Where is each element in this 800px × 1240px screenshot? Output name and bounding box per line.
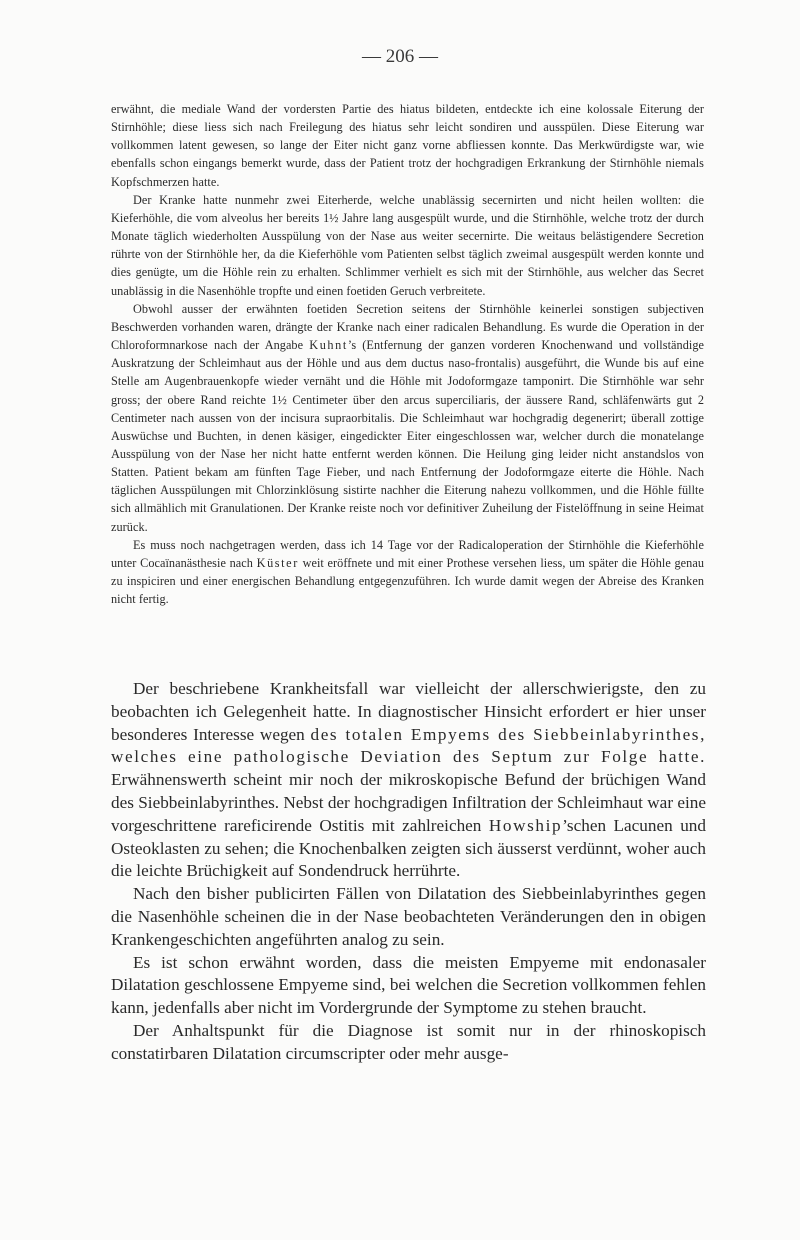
paragraph: Der Anhaltspunkt für die Diagnose ist somit nur in der rhinoskopisch constatirbaren Dilatation circumscripter oder mehr ausge- [111, 1020, 706, 1063]
page-number: — 206 — [362, 46, 438, 67]
text-run: weit eröffnete und mit einer Prothese versehen liess, um später die Höhle genau zu inspiciren und einer energischen Behandlung entgegenzuführen. Ich wurde damit wegen der Abreise des Kranken nicht fertig. [111, 555, 704, 607]
emphasized-text: des totalen Empyems des Siebbeinlabyrinthes, welches eine pathologische Deviation des Septum zur Folge hatte. [111, 724, 706, 767]
author-name: Kuhnt [309, 338, 348, 353]
text-run: Erwähnenswerth scheint mir noch der mikroskopische Befund der brüchigen Wand des Siebbeinlabyrinthes. Nebst der hochgradigen Infiltration der Schleimhaut war eine vorgeschrittene rareficirende Ostitis mit zahlreichen [111, 770, 706, 835]
paragraph [111, 300, 704, 536]
paragraph: erwähnt, die mediale Wand der vordersten Partie des hiatus bildeten, entdeckte ich eine kolossale Eiterung der Stirnhöhle; diese liess sich nach Freilegung des hiatus sehr leicht sondiren und ausspülen. Diese Eiterung war vollkommen latent gewesen, so lange der Eiter nicht ganz vorne abfliessen konnte. Das Merkwürdigste war, wie ebenfalls schon eingangs bemerkt wurde, dass der Patient trotz der hochgradigen Erkrankung der Stirnhöhle niemals Kopfschmerzen hatte. [111, 102, 704, 189]
main-text-section [111, 678, 706, 1066]
paragraph [111, 678, 706, 883]
paragraph: Nach den bisher publicirten Fällen von Dilatation des Siebbeinlabyrinthes gegen die Nasenhöhle scheinen die in der Nase beobachteten Veränderungen den in obigen Krankengeschichten angeführten analog zu sein. [111, 884, 706, 949]
paragraph [111, 536, 704, 609]
author-name: Howship [488, 815, 563, 835]
author-name: Küster [256, 555, 299, 570]
text-run: Es muss noch nachgetragen werden, dass ich 14 Tage vor der Radicaloperation der Stirnhöhle die Kieferhöhle unter Cocaïnanästhesie nach [111, 537, 704, 570]
text-run: ’s (Entfernung der ganzen vorderen Knochenwand und vollständige Auskratzung der Schleimhaut aus der Höhle und aus dem ductus naso-frontalis) ausgeführt, die Wunde bis auf eine Stelle am Augenbrauenkopfe wieder vernäht und die Höhle mit Jodoformgaze tamponirt. Die Stirnhöhle war sehr gross; der obere Rand reichte 1½ Centimeter über den arcus superciliaris, der äussere Rand, schläfenwärts gut 2 Centimeter nach aussen von der incisura supraorbitalis. Die Schleimhaut war hochgradig degenerirt; überall zottige Auswüchse und Buchten, in denen käsiger, eingedickter Eiter eingeschlossen war, welcher durch die monatelange Ausspülung von der Nase her nicht hatte entfernt werden können. Die Heilung ging leider nicht anstandslos von Statten. Patient bekam am fünften Tage Fieber, und nach Entfernung der Jodoformgaze eiterte die Höhle. Nach täglichen Ausspülungen mit Chlorzinklösung sistirte nachher die Eiterung nahezu vollkommen, und die Höhle füllte sich allmählich mit Granulationen. Der Kranke reiste noch vor definitiver Zuheilung der Fistelöffnung in seine Heimat zurück. [111, 338, 704, 534]
text-run: Der beschriebene Krankheitsfall war vielleicht der allerschwierigste, den zu beobachten ich Gelegenheit hatte. In diagnostischer Hinsicht erfordert er hier unser besonderes Interesse wegen [111, 679, 706, 744]
small-print-section [111, 100, 704, 608]
paragraph: Der Kranke hatte nunmehr zwei Eiterherde, welche unablässig secernirten und nicht heilen wollten: die Kieferhöhle, die vom alveolus her bereits 1½ Jahre lang ausgespült wurde, und die Stirnhöhle, welche trotz der durch Monate täglich wiederholten Ausspülung von der Nase aus weiter secernirte. Die weitaus belästigendere Secretion rührte von der Stirnhöhle her, da die Kieferhöhle vom Patienten selbst täglich zweimal ausgespült werden konnte und dies genügte, um die Höhle rein zu erhalten. Schlimmer verhielt es sich mit der Stirnhöhle, aus welcher das Secret unablässig in die Nasenhöhle tropfte und einen foetiden Geruch verbreitete. [111, 192, 704, 298]
paragraph: Es ist schon erwähnt worden, dass die meisten Empyeme mit endonasaler Dilatation geschlossene Empyeme sind, bei welchen die Secretion vollkommen fehlen kann, jedenfalls aber nicht im Vordergrunde der Symptome zu stehen braucht. [111, 952, 706, 1018]
text-run: Obwohl ausser der erwähnten foetiden Secretion seitens der Stirnhöhle keinerlei sonstigen subjectiven Beschwerden vorhanden waren, drängte der Kranke nach einer radicalen Behandlung. Es wurde die Operation in der Chloroformnarkose nach der Angabe [111, 301, 704, 353]
text-run: ’schen Lacunen und Osteoklasten zu sehen; die Knochenbalken zeigten sich äusserst verdünnt, woher auch die leichte Brüchigkeit auf Sondendruck herrührte. [111, 815, 706, 881]
